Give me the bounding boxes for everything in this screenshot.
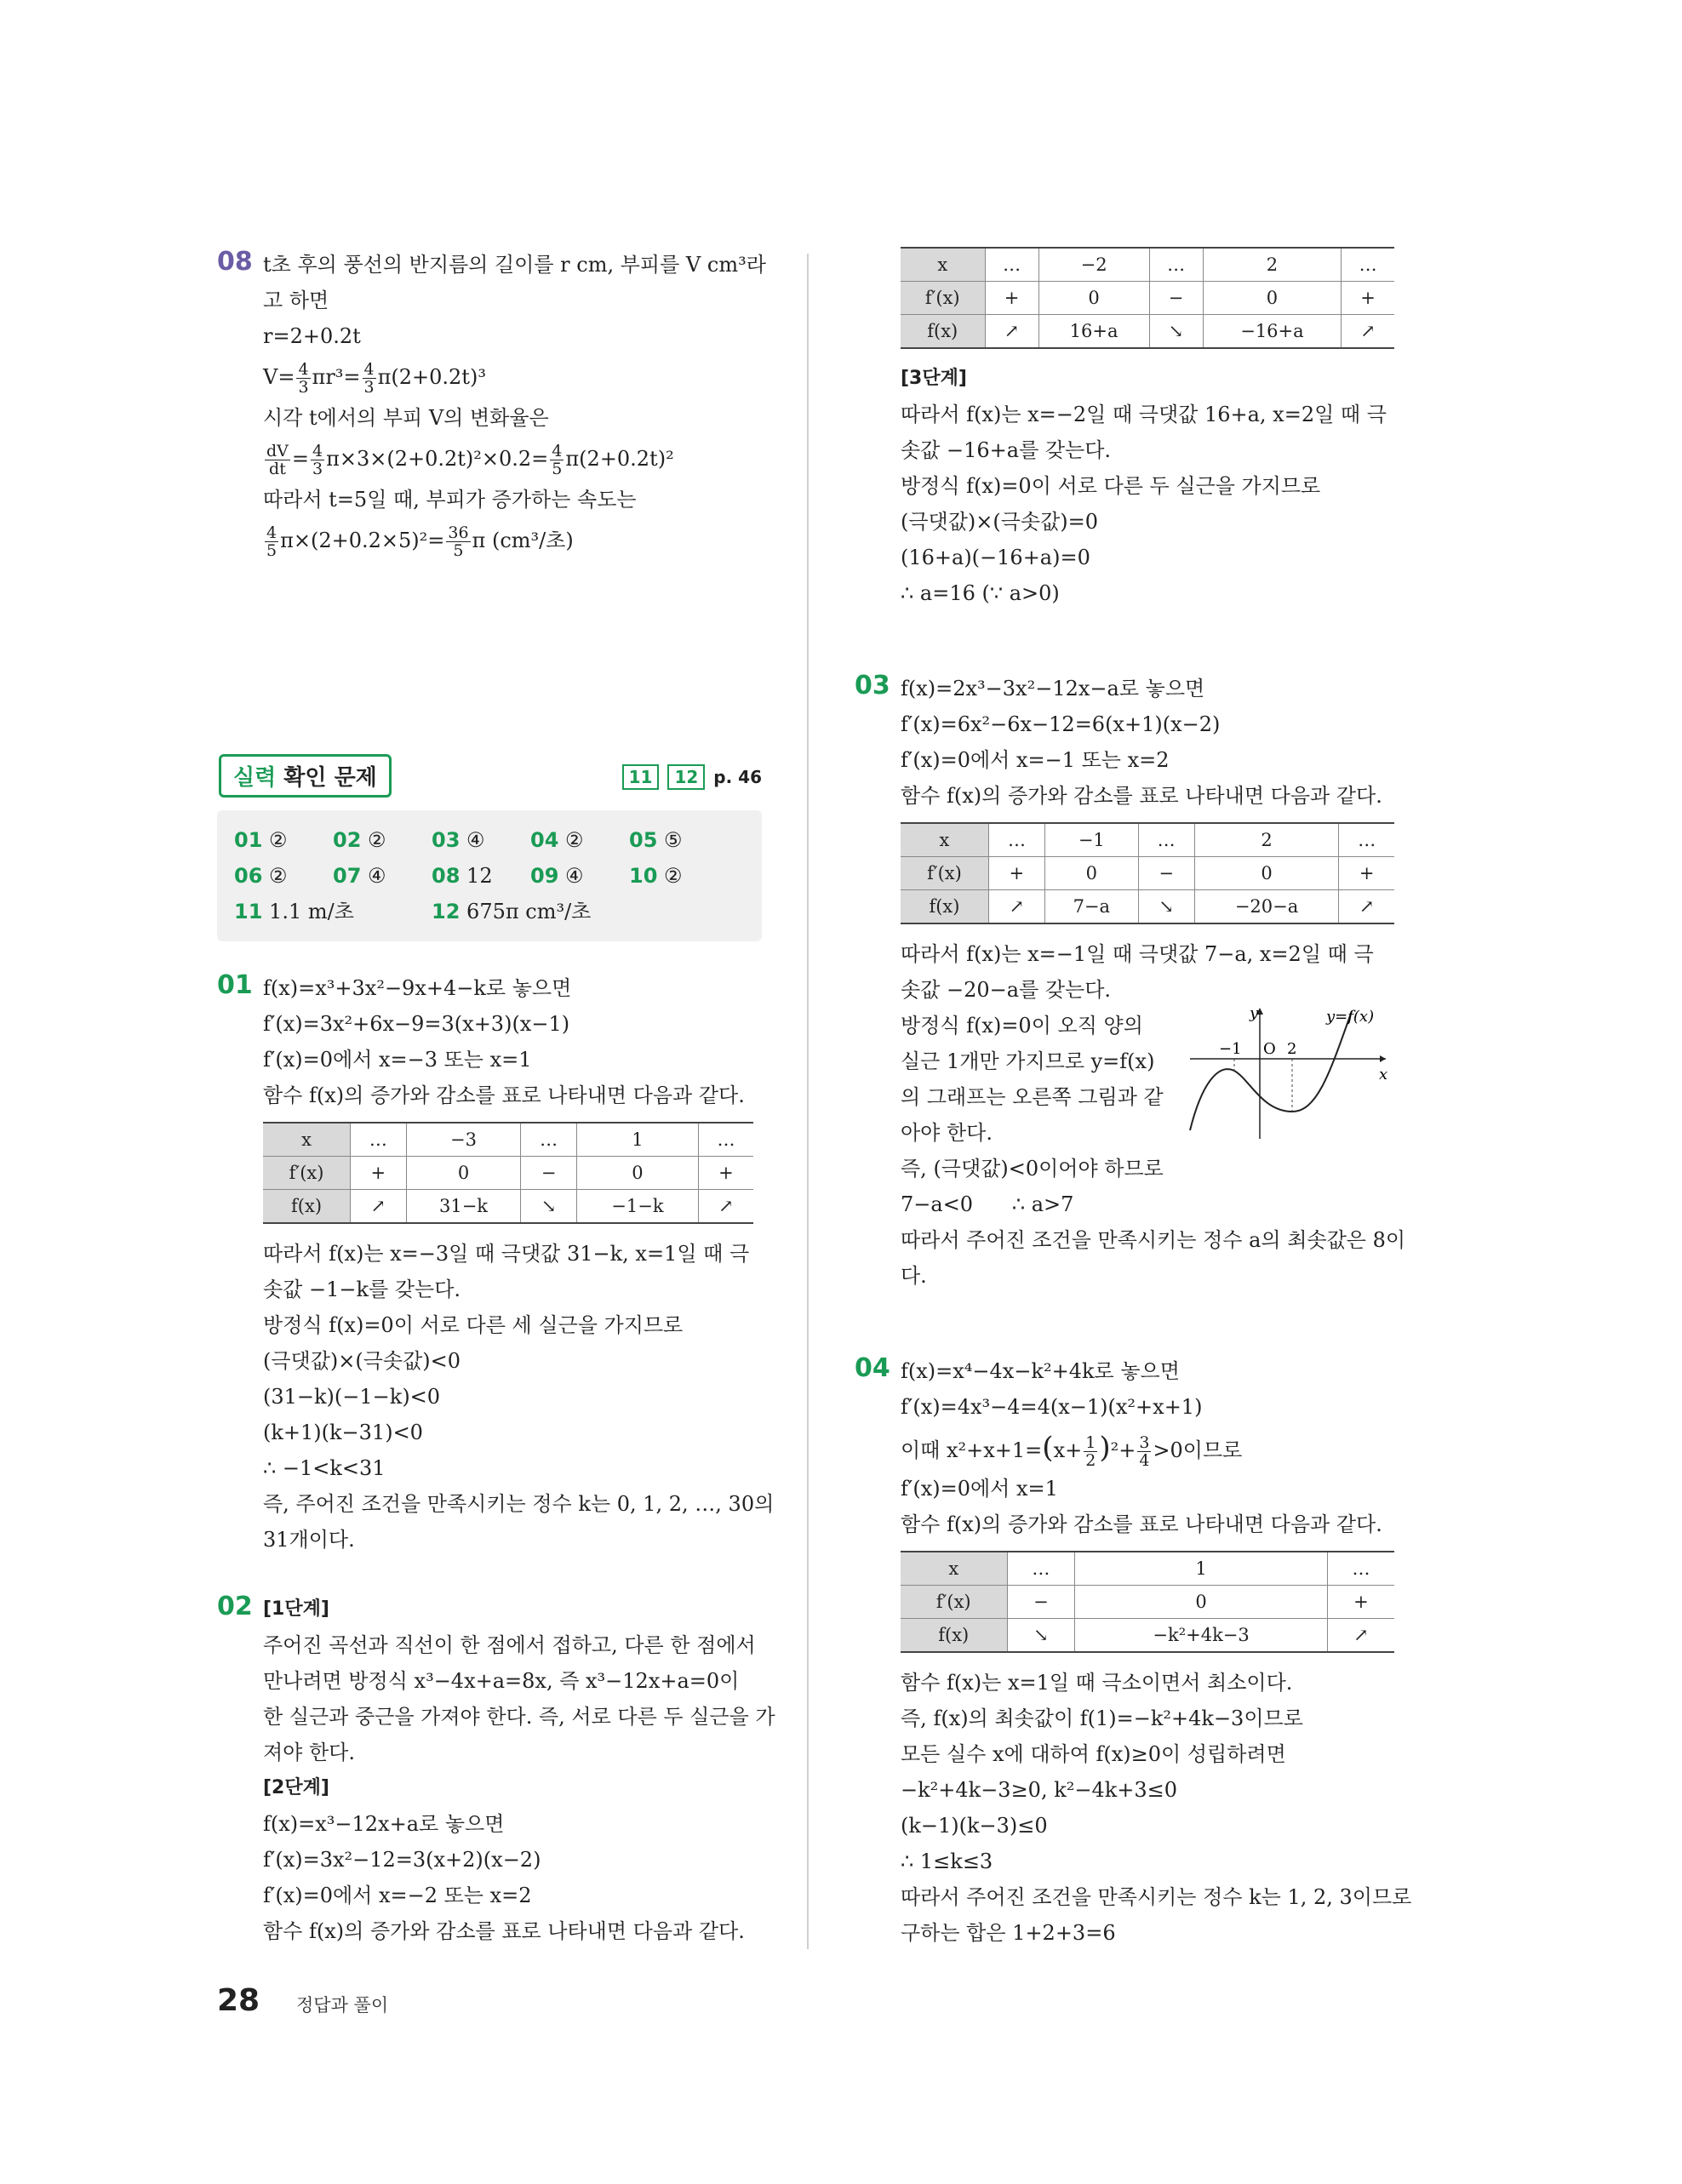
denominator: 5 <box>453 541 464 560</box>
answer-number: 11 <box>234 900 263 923</box>
table-cell: 1 <box>1075 1552 1328 1586</box>
table-cell: ↘ <box>521 1190 576 1224</box>
text-line: 한 실근과 중근을 가져야 한다. 즉, 서로 다른 두 실근을 가 <box>263 1705 775 1729</box>
x-label: x <box>1379 1066 1388 1083</box>
text-line: 함수 f(x)의 증가와 감소를 표로 나타내면 다음과 같다. <box>263 1919 745 1943</box>
table-cell: ↘ <box>1138 890 1194 924</box>
text-line: 함수 f(x)의 증가와 감소를 표로 나타내면 다음과 같다. <box>263 1083 745 1107</box>
table-cell: … <box>1327 1552 1394 1586</box>
table-cell: ↘ <box>1149 315 1203 349</box>
answer-number: 08 <box>432 864 461 888</box>
table-cell: ↗ <box>988 890 1044 924</box>
table-cell: 0 <box>1044 857 1138 890</box>
problem-number: 04 <box>855 1353 890 1383</box>
text-line: f′(x)=4x³−4=4(x−1)(x²+x+1) <box>901 1395 1203 1419</box>
answer-item <box>432 858 530 894</box>
text-line: 아야 한다. <box>901 1121 993 1145</box>
answer-number: 07 <box>333 864 362 888</box>
text-line: 만나려면 방정식 x³−4x+a=8x, 즉 x³−12x+a=0이 <box>263 1669 740 1693</box>
sign-table <box>263 1122 753 1224</box>
text-line: f(x)=x³−12x+a로 놓으면 <box>263 1812 505 1836</box>
text-line: 방정식 f(x)=0이 서로 다른 세 실근을 가지므로 <box>263 1313 684 1337</box>
answer-number: 03 <box>432 828 461 852</box>
table-cell: x <box>901 823 988 857</box>
text: π×3×(2+0.2t)²×0.2= <box>326 447 549 471</box>
fraction <box>296 361 310 396</box>
curve-label: y=f(x) <box>1326 1008 1375 1026</box>
table-cell: 16+a <box>1038 315 1149 349</box>
text-line: f(x)=x³+3x²−9x+4−k로 놓으면 <box>263 976 572 1000</box>
table-cell: −2 <box>1038 248 1149 282</box>
table-cell: 0 <box>1038 282 1149 315</box>
completing-square-line <box>901 1425 1394 1471</box>
table-cell: f(x) <box>263 1190 351 1224</box>
text-line: 솟값 −16+a를 갖는다. <box>901 438 1112 462</box>
denominator: 3 <box>312 460 323 478</box>
text-line: 다. <box>901 1264 927 1288</box>
text-line: 7−a<0 ∴ a>7 <box>901 1192 1074 1216</box>
origin-label: O <box>1263 1040 1276 1058</box>
table-cell: − <box>1007 1586 1075 1619</box>
table-cell: f′(x) <box>901 282 985 315</box>
text-line: f(x)=2x³−3x²−12x−a로 놓으면 <box>901 677 1205 700</box>
table-cell: ↗ <box>351 1190 406 1224</box>
text-line: 즉, 주어진 조건을 만족시키는 정수 k는 0, 1, 2, …, 30의 <box>263 1492 775 1516</box>
answer-item <box>234 894 432 929</box>
table-cell: 0 <box>576 1157 698 1190</box>
table-cell: f′(x) <box>901 1586 1007 1619</box>
answer-item <box>234 822 333 858</box>
text-line: f′(x)=6x²−6x−12=6(x+1)(x−2) <box>901 712 1221 736</box>
answer-item <box>234 858 333 894</box>
denominator: 3 <box>363 378 375 397</box>
table-cell: … <box>1007 1552 1075 1586</box>
table-cell: − <box>521 1157 576 1190</box>
text-line: 모든 실수 x에 대하여 f(x)≥0이 성립하려면 <box>901 1742 1286 1766</box>
text-line: 따라서 f(x)는 x=−2일 때 극댓값 16+a, x=2일 때 극 <box>901 403 1387 426</box>
text-line: 방정식 f(x)=0이 오직 양의 <box>901 1014 1143 1038</box>
answer-item <box>530 858 629 894</box>
graph-block <box>901 1004 1394 1151</box>
table-cell: … <box>351 1123 406 1157</box>
table-row <box>901 823 1394 857</box>
table-cell: 1 <box>576 1123 698 1157</box>
numerator: 3 <box>1139 1433 1150 1452</box>
text-line: 시각 t에서의 부피 V의 변화율은 <box>263 406 549 430</box>
text-line: ∴ a=16 (∵ a>0) <box>901 581 1060 605</box>
table-row <box>901 1619 1394 1653</box>
text-line: ∴ 1≤k≤3 <box>901 1850 993 1873</box>
text-line: (k−1)(k−3)≤0 <box>901 1814 1048 1838</box>
text-line: 솟값 −20−a를 갖는다. <box>901 978 1112 1002</box>
text-line: 따라서 t=5일 때, 부피가 증가하는 속도는 <box>263 488 637 512</box>
problem-number: 01 <box>217 970 253 1000</box>
table-cell: … <box>1149 248 1203 282</box>
text-line: 따라서 주어진 조건을 만족시키는 정수 a의 최솟값은 8이 <box>901 1228 1406 1252</box>
text: πr³= <box>312 365 361 389</box>
answer-number: 02 <box>333 828 362 852</box>
numerator: 4 <box>298 360 309 379</box>
text: π(2+0.2t)² <box>565 447 674 471</box>
text: π×(2+0.2×5)²= <box>280 529 445 552</box>
table-cell: 7−a <box>1044 890 1138 924</box>
text: = <box>291 447 309 471</box>
table-cell: ↗ <box>985 315 1038 349</box>
table-cell: x <box>263 1123 351 1157</box>
text-line: 의 그래프는 오른쪽 그림과 같 <box>901 1085 1164 1109</box>
problem-number: 02 <box>217 1592 253 1621</box>
text-line: (극댓값)×(극솟값)=0 <box>901 510 1099 534</box>
text-line: 따라서 f(x)는 x=−1일 때 극댓값 7−a, x=2일 때 극 <box>901 942 1374 966</box>
step-label: [2단계] <box>263 1777 329 1798</box>
table-row <box>263 1123 753 1157</box>
text-line: r=2+0.2t <box>263 324 361 348</box>
table-cell: f′(x) <box>263 1157 351 1190</box>
table-cell: −1−k <box>576 1190 698 1224</box>
text-line: t초 후의 풍선의 반지름의 길이를 r cm, 부피를 V cm³라 <box>263 253 766 277</box>
paren-open: ( <box>1042 1431 1054 1465</box>
cubic-graph <box>1181 1003 1394 1147</box>
x-axis-arrow <box>1380 1055 1386 1062</box>
text-line: 방정식 f(x)=0이 서로 다른 두 실근을 가지므로 <box>901 474 1321 498</box>
answer-box <box>217 810 762 941</box>
table-cell: … <box>1138 823 1194 857</box>
text-line: f′(x)=0에서 x=−2 또는 x=2 <box>263 1884 532 1907</box>
text-line: 따라서 f(x)는 x=−3일 때 극댓값 31−k, x=1일 때 극 <box>263 1242 750 1266</box>
fraction <box>550 443 564 477</box>
problem-03 <box>855 671 1406 1294</box>
table-cell: −1 <box>1044 823 1138 857</box>
numerator: 4 <box>552 442 563 460</box>
sign-table <box>901 247 1394 349</box>
sign-table <box>901 822 1394 924</box>
table-row <box>263 1190 753 1224</box>
answer-item <box>629 858 728 894</box>
answer-row <box>234 858 745 894</box>
table-cell: … <box>1339 823 1394 857</box>
text-line: 실근 1개만 가지므로 y=f(x) <box>901 1049 1155 1073</box>
answer-item <box>432 822 530 858</box>
answer-number: 04 <box>530 828 559 852</box>
text-line: f′(x)=3x²+6x−9=3(x+3)(x−1) <box>263 1012 570 1036</box>
text: π (cm³/초) <box>472 529 574 552</box>
table-cell: + <box>1327 1586 1394 1619</box>
answer-item <box>333 858 432 894</box>
curve <box>1190 1011 1352 1130</box>
fraction <box>1137 1434 1151 1469</box>
answer-value: ④ <box>368 864 386 888</box>
table-cell: f′(x) <box>901 857 988 890</box>
text: ²+ <box>1110 1438 1136 1462</box>
table-cell: … <box>521 1123 576 1157</box>
table-row <box>901 1586 1394 1619</box>
answer-value: 12 <box>466 864 493 888</box>
denominator: 5 <box>552 460 563 478</box>
table-cell: ↗ <box>1342 315 1394 349</box>
table-cell: 0 <box>1194 857 1339 890</box>
numerator: 36 <box>448 523 469 542</box>
text-line: 주어진 곡선과 직선이 한 점에서 접하고, 다른 한 점에서 <box>263 1633 756 1657</box>
answer-number: 05 <box>629 828 658 852</box>
answer-value: ② <box>368 828 386 852</box>
table-cell: 0 <box>1075 1586 1328 1619</box>
section-title <box>219 754 392 798</box>
text: 이때 x²+x+1= <box>901 1438 1043 1462</box>
denominator: 2 <box>1085 1451 1096 1470</box>
tag-12: 12 <box>667 764 705 790</box>
table-cell: −3 <box>406 1123 521 1157</box>
right-column <box>855 247 1412 1951</box>
answer-item <box>432 894 687 929</box>
sign-table <box>901 1551 1394 1653</box>
table-cell: ↗ <box>1327 1619 1394 1653</box>
table-cell: 31−k <box>406 1190 521 1224</box>
table-cell: f(x) <box>901 1619 1007 1653</box>
answer-number: 09 <box>530 864 559 888</box>
problem-08 <box>217 247 766 587</box>
table-cell: + <box>1339 857 1394 890</box>
tag-11: 11 <box>622 764 660 790</box>
left-column <box>217 247 775 1949</box>
table-row <box>901 1552 1394 1586</box>
table-cell: + <box>1342 282 1394 315</box>
text-line: 따라서 주어진 조건을 만족시키는 정수 k는 1, 2, 3이므로 <box>901 1885 1412 1909</box>
problem-number: 03 <box>855 671 890 700</box>
answer-value: ⑤ <box>664 828 683 852</box>
denominator: dt <box>269 460 286 478</box>
answer-row <box>234 822 745 858</box>
fraction <box>265 443 290 477</box>
answer-number: 01 <box>234 828 263 852</box>
fraction <box>265 524 278 559</box>
numerator: dV <box>266 442 289 460</box>
page-number: 28 <box>217 1983 260 2018</box>
text-line: 함수 f(x)의 증가와 감소를 표로 나타내면 다음과 같다. <box>901 1512 1382 1536</box>
table-cell: 2 <box>1194 823 1339 857</box>
answer-number: 12 <box>432 900 461 923</box>
fraction <box>446 524 470 559</box>
table-cell: + <box>985 282 1038 315</box>
table-cell: ↘ <box>1007 1619 1075 1653</box>
table-cell: −k²+4k−3 <box>1075 1619 1328 1653</box>
table-row <box>901 248 1394 282</box>
derivative-formula <box>263 436 762 482</box>
answer-value: ④ <box>466 828 485 852</box>
table-row <box>901 282 1394 315</box>
tick-2: 2 <box>1287 1040 1297 1058</box>
text-line: −k²+4k−3≥0, k²−4k+3≤0 <box>901 1778 1178 1802</box>
fraction <box>311 443 324 477</box>
column-divider <box>807 254 809 1949</box>
table-cell: + <box>698 1157 753 1190</box>
table-cell: f(x) <box>901 315 985 349</box>
problem-04 <box>855 1353 1412 1951</box>
table-cell: f(x) <box>901 890 988 924</box>
problem-01 <box>217 970 775 1558</box>
text: V= <box>263 365 295 389</box>
text-line: (16+a)(−16+a)=0 <box>901 546 1090 569</box>
answer-value: ② <box>664 864 683 888</box>
answer-value: ② <box>269 828 288 852</box>
table-cell: ↗ <box>1339 890 1394 924</box>
text-line: f′(x)=0에서 x=−3 또는 x=1 <box>263 1048 532 1072</box>
answer-number: 10 <box>629 864 658 888</box>
text-line: f′(x)=0에서 x=1 <box>901 1477 1058 1501</box>
problem-number: 08 <box>217 247 253 277</box>
text-line: 함수 f(x)의 증가와 감소를 표로 나타내면 다음과 같다. <box>901 784 1382 808</box>
answer-value: 1.1 m/초 <box>269 900 354 923</box>
text: x+ <box>1053 1438 1083 1462</box>
text-line: ∴ −1<k<31 <box>263 1456 386 1480</box>
text-line: f′(x)=0에서 x=−1 또는 x=2 <box>901 748 1170 772</box>
section-header <box>217 749 762 803</box>
text-line: 솟값 −1−k를 갖는다. <box>263 1278 461 1301</box>
table-row <box>901 890 1394 924</box>
text-line: (k+1)(k−31)<0 <box>263 1421 423 1444</box>
problem-02-continued <box>901 247 1394 611</box>
text-line: 구하는 합은 1+2+3=6 <box>901 1921 1116 1945</box>
title-rest: 확인 문제 <box>276 765 377 791</box>
problem-02 <box>217 1592 775 1949</box>
text-line: 즉, f(x)의 최솟값이 f(1)=−k²+4k−3이므로 <box>901 1707 1303 1730</box>
table-cell: 2 <box>1203 248 1342 282</box>
answer-item <box>629 822 728 858</box>
step-label: [1단계] <box>263 1598 329 1620</box>
table-cell: − <box>1138 857 1194 890</box>
fraction <box>363 361 376 396</box>
section-refs <box>622 764 762 790</box>
text-line: (극댓값)×(극솟값)<0 <box>263 1349 461 1373</box>
table-cell: … <box>1342 248 1394 282</box>
denominator: 4 <box>1139 1451 1150 1470</box>
table-row <box>263 1157 753 1190</box>
answer-value: ② <box>565 828 584 852</box>
answer-row <box>234 894 745 929</box>
text-line: 31개이다. <box>263 1528 355 1552</box>
table-cell: 0 <box>1203 282 1342 315</box>
title-green: 실력 <box>233 765 277 791</box>
text-line: f(x)=x⁴−4x−k²+4k로 놓으면 <box>901 1359 1180 1383</box>
table-cell: … <box>988 823 1044 857</box>
table-cell: x <box>901 1552 1007 1586</box>
tick-neg1: −1 <box>1219 1040 1242 1058</box>
text-line: f′(x)=3x²−12=3(x+2)(x−2) <box>263 1848 541 1872</box>
footer-label: 정답과 풀이 <box>296 1995 389 2015</box>
table-cell: ↗ <box>698 1190 753 1224</box>
denominator: 3 <box>298 378 309 397</box>
text-line: 함수 f(x)는 x=1일 때 극소이면서 최소이다. <box>901 1671 1293 1695</box>
text-line: 져야 한다. <box>263 1741 355 1764</box>
table-row <box>901 857 1394 890</box>
fraction <box>1084 1434 1097 1469</box>
answer-item <box>333 822 432 858</box>
table-cell: −16+a <box>1203 315 1342 349</box>
volume-formula <box>263 354 762 400</box>
step-label: [3단계] <box>901 368 967 389</box>
table-cell: −20−a <box>1194 890 1339 924</box>
y-label: y <box>1250 1004 1259 1022</box>
text: π(2+0.2t)³ <box>377 365 486 389</box>
answer-value: ② <box>269 864 288 888</box>
numerator: 1 <box>1085 1433 1096 1452</box>
table-cell: + <box>351 1157 406 1190</box>
text-line: 고 하면 <box>263 289 329 312</box>
numerator: 4 <box>312 442 323 460</box>
text-line: 즉, (극댓값)<0이어야 하므로 <box>901 1157 1164 1181</box>
table-cell: 0 <box>406 1157 521 1190</box>
answer-number: 06 <box>234 864 263 888</box>
numerator: 4 <box>363 360 375 379</box>
answer-item <box>530 822 629 858</box>
table-cell: x <box>901 248 985 282</box>
table-cell: + <box>988 857 1044 890</box>
numerator: 4 <box>266 523 277 542</box>
denominator: 5 <box>266 541 277 560</box>
paren-close: ) <box>1099 1431 1111 1465</box>
text: >0이므로 <box>1153 1438 1243 1462</box>
table-cell: − <box>1149 282 1203 315</box>
text-line: (31−k)(−1−k)<0 <box>263 1385 441 1409</box>
table-cell: … <box>698 1123 753 1157</box>
result-formula <box>263 517 762 563</box>
table-cell: … <box>985 248 1038 282</box>
page-reference: p. 46 <box>713 767 762 787</box>
table-row <box>901 315 1394 349</box>
answer-value: ④ <box>565 864 584 888</box>
answer-value: 675π cm³/초 <box>466 900 592 923</box>
